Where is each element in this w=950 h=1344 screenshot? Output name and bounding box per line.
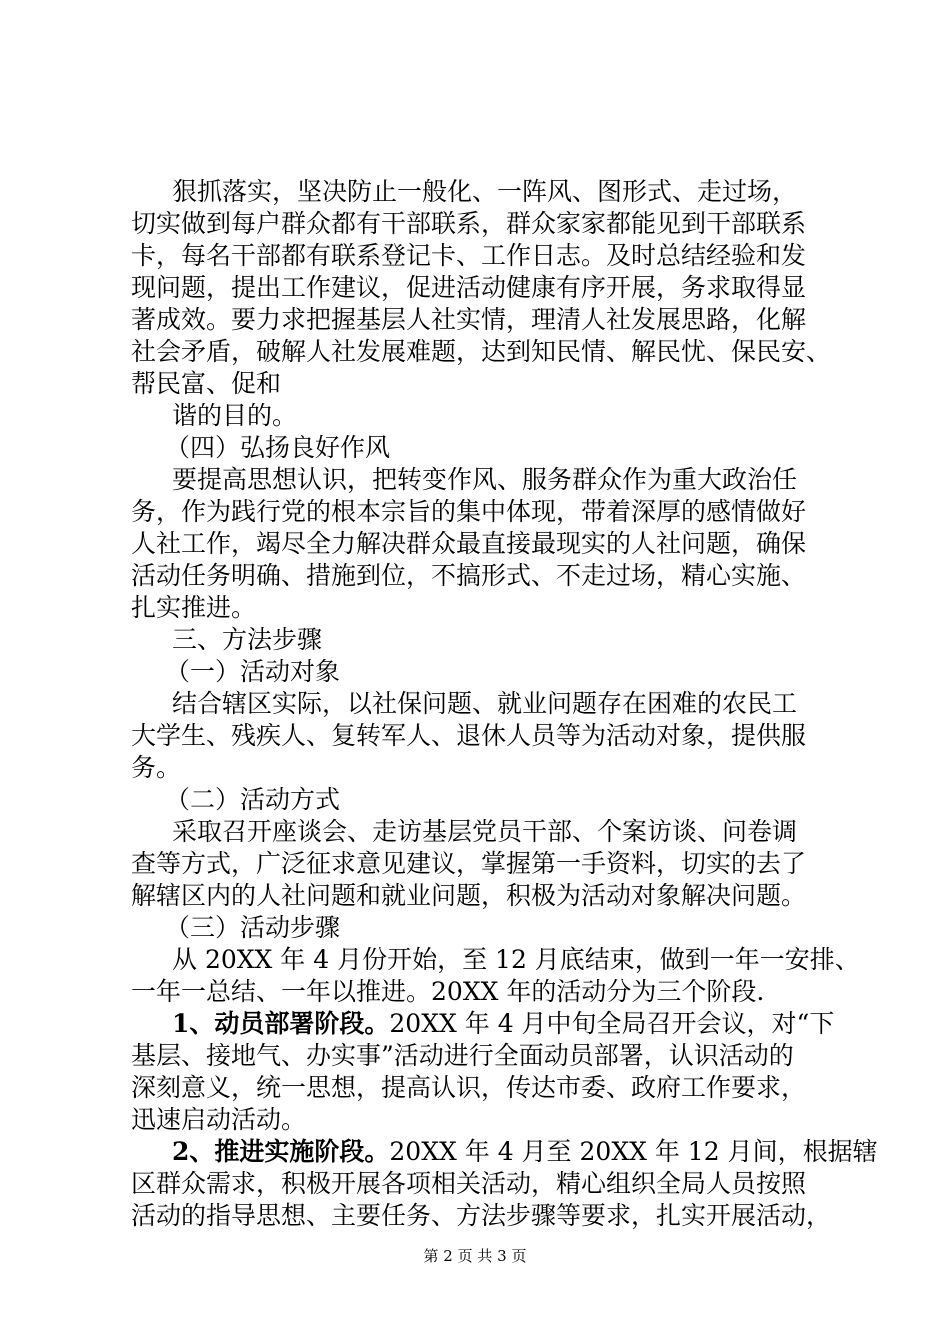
body-line: 活动的指导思想、主要任务、方法步骤等要求，扎实开展活动， bbox=[131, 1201, 832, 1230]
step-text: 20XX 年 4 月至 20XX 年 12 月间，根据辖 bbox=[389, 1137, 878, 1166]
section-heading: （三）活动步骤 bbox=[165, 913, 341, 942]
body-line: 结合辖区实际，以社保问题、就业问题存在困难的农民工 bbox=[172, 689, 798, 718]
body-line: 现问题，提出工作建议，促进活动健康有序开展，务求取得显 bbox=[131, 273, 807, 302]
step-lead: 1、动员部署阶段。 bbox=[172, 1009, 390, 1038]
step-text: 20XX 年 4 月中旬全局召开会议，对“下 bbox=[389, 1009, 835, 1038]
body-line: 查等方式，广泛征求意见建议，掌握第一手资料，切实的去了 bbox=[131, 849, 807, 878]
body-line: 狠抓落实，坚决防止一般化、一阵风、图形式、走过场， bbox=[172, 177, 798, 206]
body-line: 区群众需求，积极开展各项相关活动，精心组织全局人员按照 bbox=[131, 1169, 807, 1198]
section-heading: （一）活动对象 bbox=[165, 657, 341, 686]
body-line: 帮民富、促和 bbox=[131, 369, 282, 398]
step-lead: 2、推进实施阶段。 bbox=[172, 1137, 390, 1166]
body-line: 从 20XX 年 4 月份开始，至 12 月底结束，做到一年一安排、 bbox=[172, 945, 860, 974]
body-line bbox=[172, 1008, 950, 1040]
body-line: 扎实推进。 bbox=[131, 593, 257, 622]
section-heading: 三、方法步骤 bbox=[172, 625, 323, 654]
body-line: 务，作为践行党的根本宗旨的集中体现，带着深厚的感情做好 bbox=[131, 497, 807, 526]
body-line: 采取召开座谈会、走访基层党员干部、个案访谈、问卷调 bbox=[172, 817, 798, 846]
body-line: 要提高思想认识，把转变作风、服务群众作为重大政治任 bbox=[172, 465, 798, 494]
body-line: 谐的目的。 bbox=[172, 401, 298, 430]
body-line: 人社工作，竭尽全力解决群众最直接最现实的人社问题，确保 bbox=[131, 529, 807, 558]
body-line bbox=[172, 1136, 950, 1168]
body-line: 深刻意义，统一思想，提高认识，传达市委、政府工作要求， bbox=[131, 1073, 807, 1102]
body-line: 大学生、残疾人、复转军人、退休人员等为活动对象，提供服 bbox=[131, 721, 807, 750]
body-line: 著成效。要力求把握基层人社实情，理清人社发展思路，化解 bbox=[131, 305, 807, 334]
body-line: 迅速启动活动。 bbox=[131, 1105, 307, 1134]
body-line: 卡，每名干部都有联系登记卡、工作日志。及时总结经验和发 bbox=[131, 241, 807, 270]
page-footer: 第 2 页 共 3 页 bbox=[423, 1247, 527, 1265]
body-line: 切实做到每户群众都有干部联系，群众家家都能见到干部联系 bbox=[131, 209, 807, 238]
body-line: 解辖区内的人社问题和就业问题，积极为活动对象解决问题。 bbox=[131, 881, 807, 910]
body-line: 基层、接地气、办实事”活动进行全面动员部署，认识活动的 bbox=[131, 1041, 794, 1070]
body-line: 一年一总结、一年以推进。20XX 年的活动分为三个阶段. bbox=[131, 977, 765, 1006]
body-line: 社会矛盾，破解人社发展难题，达到知民情、解民忧、保民安、 bbox=[131, 337, 832, 366]
body-line: 活动任务明确、措施到位，不搞形式、不走过场，精心实施、 bbox=[131, 561, 807, 590]
section-heading: （四）弘扬良好作风 bbox=[165, 433, 391, 462]
body-line: 务。 bbox=[131, 753, 182, 782]
section-heading: （二）活动方式 bbox=[165, 785, 341, 814]
